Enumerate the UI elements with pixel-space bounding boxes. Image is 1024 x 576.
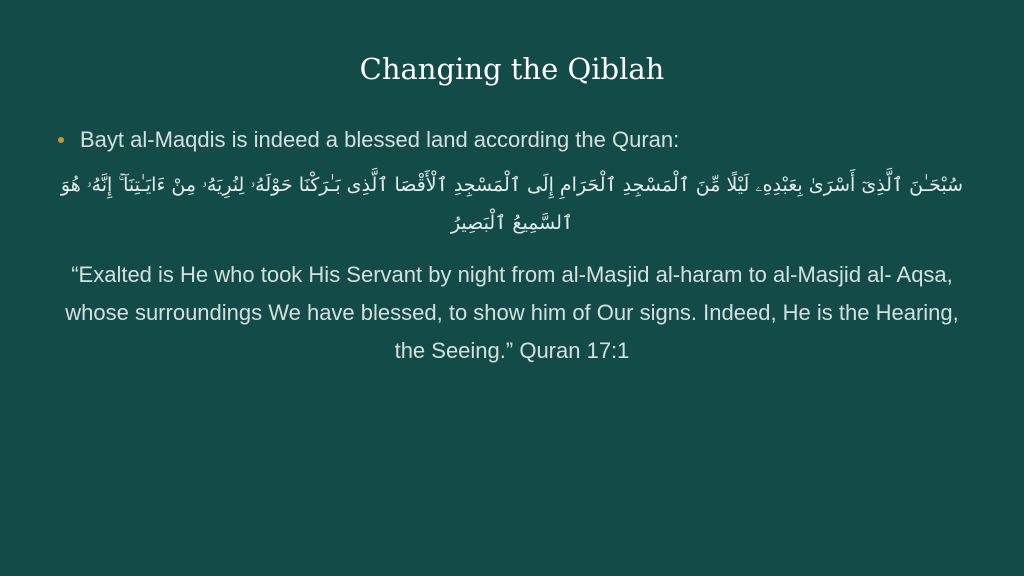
bullet-item bbox=[58, 127, 978, 153]
slide-title: Changing the Qiblah bbox=[359, 52, 665, 86]
bullet-dot-icon bbox=[58, 137, 64, 143]
bullet-text: Bayt al-Maqdis is indeed a blessed land according the Quran: bbox=[80, 127, 680, 152]
verse-translation: “Exalted is He who took His Servant by night from al-Masjid al-haram to al-Masjid al- Aqsa, whose surroundings We have blessed, to show him of Our signs. Indeed, He is the Hearing, the Seeing.” Quran 17:1 bbox=[65, 262, 959, 363]
arabic-verse: سُبْحَـٰنَ ٱلَّذِىٓ أَسْرَىٰ بِعَبْدِهِۦ لَيْلًا مِّنَ ٱلْمَسْجِدِ ٱلْحَرَامِ إِلَى ٱلْمَسْجِدِ ٱلْأَقْصَا ٱلَّذِى بَـٰرَكْنَا حَوْلَهُۥ لِنُرِيَهُۥ مِنْ ءَايَـٰتِنَآ ۚ إِنَّهُۥ هُوَ ٱلسَّمِيعُ ٱلْبَصِيرُ bbox=[60, 174, 964, 234]
